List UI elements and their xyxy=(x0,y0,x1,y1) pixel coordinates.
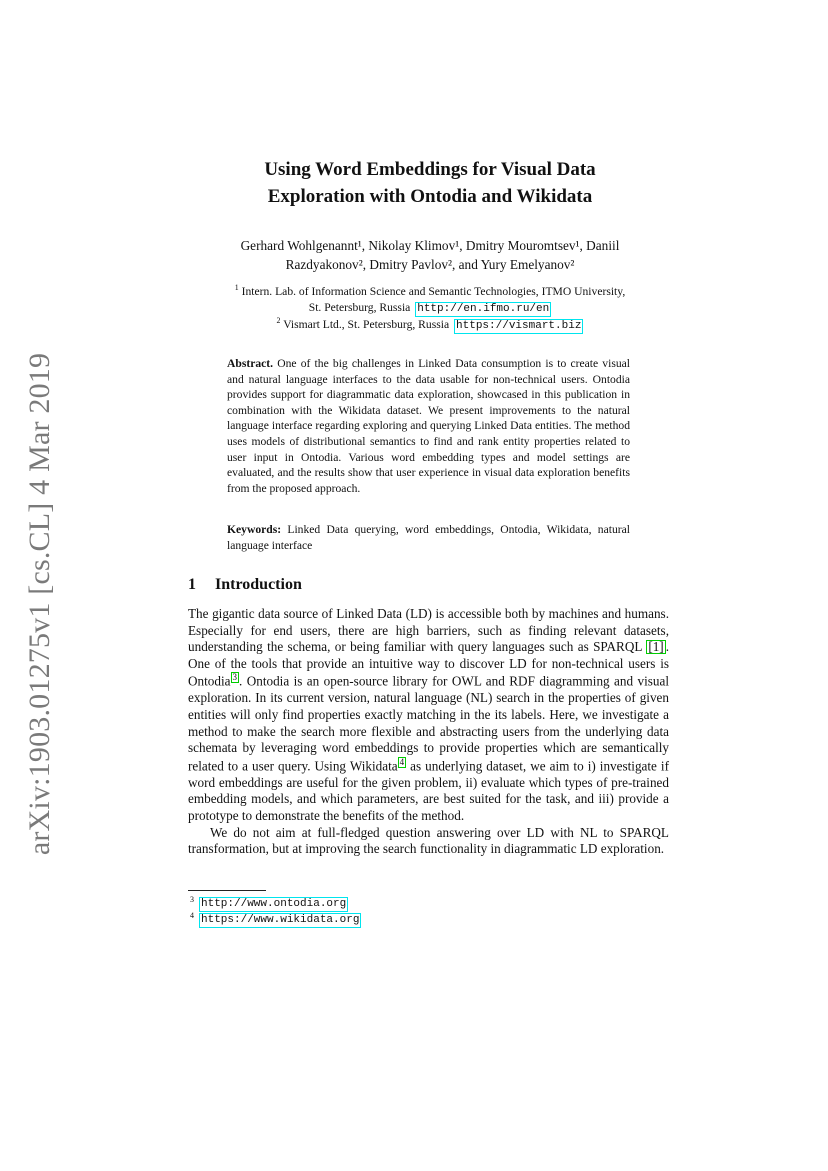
affiliation-1-location: St. Petersburg, Russia xyxy=(308,301,411,314)
intro-text-part-d: as underlying dataset, we aim to i) investigate if word embeddings are useful for the given problem, ii) evaluate which types of pre-trained embedding models, and which parameters, are best suited for the task, and iii) provide a prototype to demonstrate the benefits of the method. xyxy=(188,758,669,823)
footnote-separator xyxy=(188,890,266,891)
author-list xyxy=(180,236,680,274)
abstract xyxy=(227,356,630,496)
keywords xyxy=(227,522,630,553)
affiliation-2-marker: 2 xyxy=(276,316,281,326)
arxiv-identifier-text: arXiv:1903.01275v1 [cs.CL] 4 Mar 2019 xyxy=(23,352,57,856)
footnote-4 xyxy=(190,912,361,928)
abstract-text: One of the big challenges in Linked Data consumption is to create visual and natural language interfaces to the data usable for non-technical users. Ontodia provides support for diagrammatic data exploration, showcased in this publication in combination with the Wikidata dataset. We present improvements to the natural language interface regarding exploring and querying Linked Data entities. The method uses models of distributional semantics to find and rank entity properties related to user input in Ontodia. Various word embedding types and model settings are evaluated, and the results show that user experience in visual data exploration benefits from the proposed approach. xyxy=(227,357,630,495)
affiliation-2-link[interactable]: https://vismart.biz xyxy=(456,320,582,332)
affiliation-1-marker: 1 xyxy=(234,283,239,293)
footnote-link-4[interactable]: 4 xyxy=(399,756,405,767)
introduction-body xyxy=(188,606,669,858)
affiliation-2 xyxy=(180,317,680,334)
author-line-1: Gerhard Wohlgenannt¹, Nikolay Klimov¹, Dmitry Mouromtsev¹, Daniil xyxy=(240,238,620,253)
paper-title xyxy=(180,156,680,210)
abstract-label: Abstract. xyxy=(227,357,274,370)
affiliation-1-link[interactable]: http://en.ifmo.ru/en xyxy=(417,303,550,315)
footnote-4-link[interactable]: https://www.wikidata.org xyxy=(201,914,360,926)
section-title: Introduction xyxy=(215,576,302,593)
footnote-3-link[interactable]: http://www.ontodia.org xyxy=(201,898,347,910)
citation-link-1[interactable]: [1] xyxy=(648,639,664,655)
affiliation-1-text: Intern. Lab. of Information Science and Semantic Technologies, ITMO University, xyxy=(241,285,626,298)
introduction-paragraph-2: We do not aim at full-fledged question answering over LD with NL to SPARQL transformation, but at improving the search functionality in diagrammatic LD exploration. xyxy=(188,824,669,857)
footnote-3 xyxy=(190,896,361,912)
intro-text-part-c: . Ontodia is an open-source library for OWL and RDF diagramming and visual exploration. In its current version, natural language (NL) search in the properties of given entities will only find properties exactly matching in the its labels. Here, we investigate a method to make the search more flexible and abstracting users from the underlying data schemata by leveraging word embeddings to provide properties which are semantically related to a user query. Using Wikidata xyxy=(188,673,669,774)
footnotes xyxy=(190,896,361,928)
footnote-4-marker: 4 xyxy=(190,910,194,920)
affiliations xyxy=(180,284,680,334)
section-heading-introduction xyxy=(188,575,302,595)
affiliation-1 xyxy=(180,284,680,300)
intro-text-part-a: The gigantic data source of Linked Data (LD) is accessible both by machines and humans. Especially for end users, there are high barriers, such as finding relevant datasets, understanding the schema, or being familiar with query languages such as SPARQL xyxy=(188,606,669,655)
affiliation-2-text: Vismart Ltd., St. Petersburg, Russia xyxy=(283,318,450,331)
footnote-3-marker: 3 xyxy=(190,894,194,904)
arxiv-identifier-stamp xyxy=(18,352,62,856)
affiliation-1-continued xyxy=(180,300,680,317)
paper-title-line-1: Using Word Embeddings for Visual Data xyxy=(264,159,596,180)
section-number: 1 xyxy=(188,576,196,593)
keywords-text: Linked Data querying, word embeddings, Ontodia, Wikidata, natural language interface xyxy=(227,523,630,552)
keywords-label: Keywords: xyxy=(227,523,282,536)
introduction-paragraph-1 xyxy=(188,606,669,825)
paper-title-line-2: Exploration with Ontodia and Wikidata xyxy=(267,186,593,207)
author-line-2: Razdyakonov², Dmitry Pavlov², and Yury Emelyanov² xyxy=(285,257,575,272)
footnote-link-3[interactable]: 3 xyxy=(232,672,237,683)
intro-text-part-b: . One of the tools that provide an intuitive way to discover LD for non-technical users is Ontodia xyxy=(188,639,669,689)
